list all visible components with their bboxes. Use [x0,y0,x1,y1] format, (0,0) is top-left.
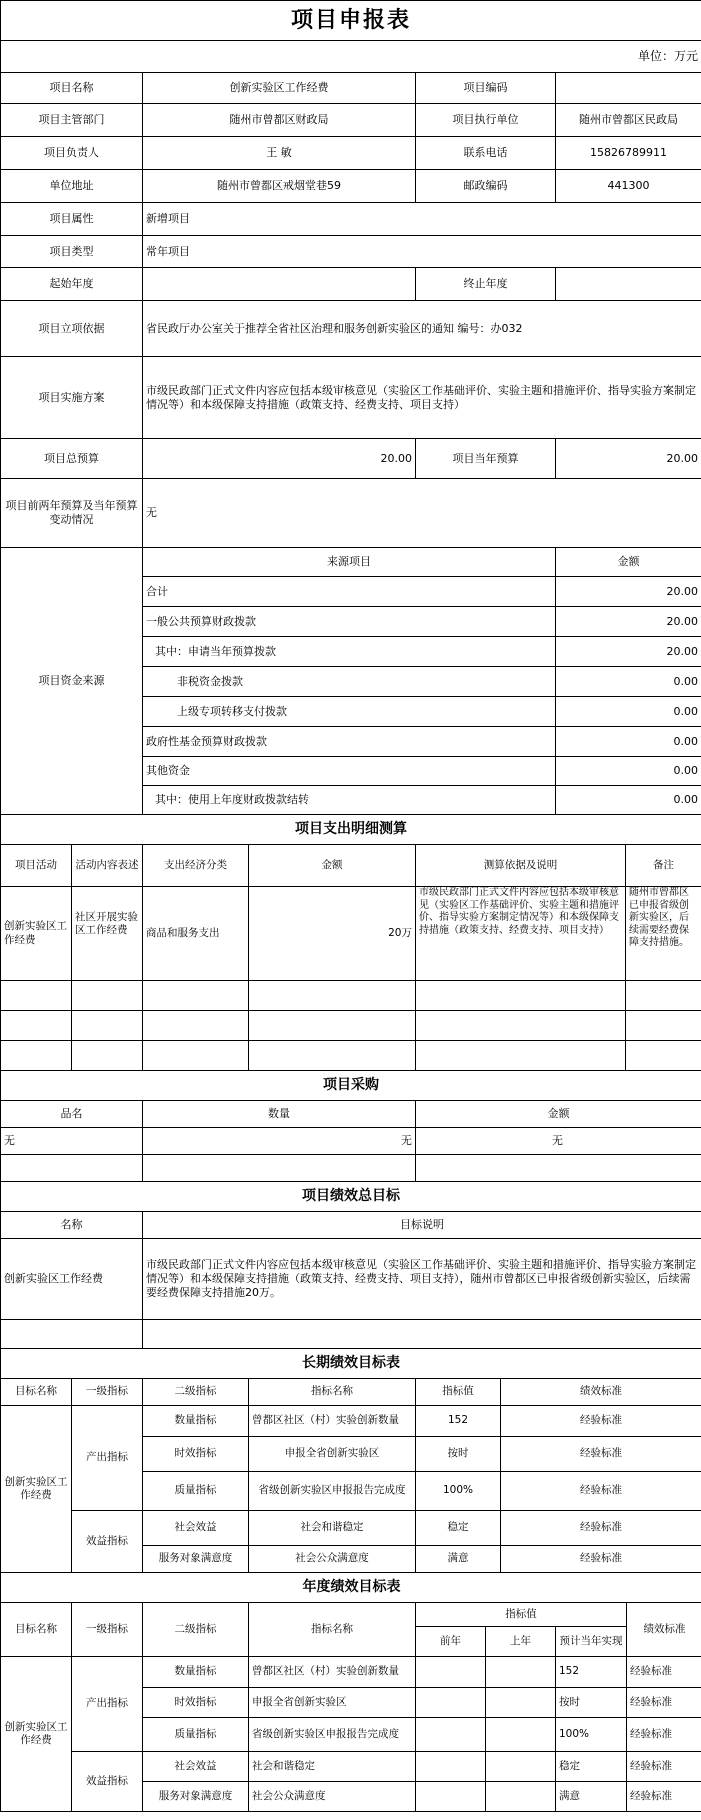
annual-expected: 100% [556,1718,627,1752]
longterm-title: 长期绩效目标表 [1,1349,701,1379]
annual-subheader: 预计当年实现 [556,1627,627,1657]
annual-title: 年度绩效目标表 [1,1573,701,1603]
perf-desc: 市级民政部门正式文件内容应包括本级审核意见（实验区工作基础评价、实验主题和措施评价、指导实验方案制定情况等）和本级保障支持措施（政策支持、经费支持、项目支持），随州市曾都区已申报省级创新实验区，后续需要经费保障支持措施20万。 [143,1239,701,1320]
fund-row-amount: 20.00 [556,607,701,637]
longterm-level2: 社会效益 [143,1511,249,1546]
empty-cell [249,981,416,1011]
longterm-value: 稳定 [416,1511,501,1546]
address-label: 单位地址 [1,170,143,203]
longterm-indicator: 社会和谐稳定 [249,1511,416,1546]
fund-row-amount: 0.00 [556,757,701,786]
purchase-table [0,1070,701,1182]
current-budget-label: 项目当年预算 [416,439,556,479]
expense-basis: 市级民政部门正式文件内容应包括本级审核意见（实验区工作基础评价、实验主题和措施评价、指导实验方案制定情况等）和本级保障支持措施（政策支持、经费支持、项目支持） [416,887,626,981]
end-year-label: 终止年度 [416,268,556,301]
purchase-item: 无 [1,1128,143,1155]
empty-cell [416,1041,626,1071]
fund-row-name: 合计 [143,577,556,607]
longterm-level2: 服务对象满意度 [143,1546,249,1573]
fund-row-name: 其他资金 [143,757,556,786]
longterm-level2: 时效指标 [143,1437,249,1472]
annual-indicator: 省级创新实验区申报报告完成度 [249,1718,416,1752]
longterm-table [0,1348,701,1573]
empty-cell [626,1011,701,1041]
type-value: 常年项目 [143,236,701,268]
annual-header: 目标名称 [1,1603,72,1657]
annual-prev1 [486,1752,556,1782]
annual-prev1 [486,1657,556,1688]
prev-budget-label: 项目前两年预算及当年预算变动情况 [1,479,143,548]
end-year-value [556,268,701,301]
fund-row-amount: 0.00 [556,786,701,815]
longterm-level2: 数量指标 [143,1406,249,1437]
annual-header: 指标值 [416,1603,627,1627]
fund-row-name: 一般公共预算财政拨款 [143,607,556,637]
longterm-header: 目标名称 [1,1379,72,1406]
longterm-level1: 产出指标 [72,1406,143,1511]
longterm-header: 指标值 [416,1379,501,1406]
form-title: 项目申报表 [1,1,701,41]
zip-label: 邮政编码 [416,170,556,203]
longterm-value: 100% [416,1472,501,1511]
phone-label: 联系电话 [416,137,556,170]
longterm-standard: 经验标准 [501,1511,701,1546]
empty-cell [143,1011,249,1041]
annual-standard: 经验标准 [627,1752,701,1782]
basis-label: 项目立项依据 [1,301,143,357]
expense-note: 随州市曾都区已申报省级创新实验区，后续需要经费保障支持措施。 [626,887,701,981]
purchase-title: 项目采购 [1,1071,701,1101]
purchase-header: 品名 [1,1101,143,1128]
type-label: 项目类型 [1,236,143,268]
attr-label: 项目属性 [1,203,143,236]
fund-col-amount: 金额 [556,548,701,577]
longterm-indicator: 省级创新实验区申报报告完成度 [249,1472,416,1511]
attr-value: 新增项目 [143,203,701,236]
perf-title: 项目绩效总目标 [1,1182,701,1212]
longterm-level2: 质量指标 [143,1472,249,1511]
total-budget-label: 项目总预算 [1,439,143,479]
annual-subheader: 上年 [486,1627,556,1657]
annual-header: 二级指标 [143,1603,249,1657]
empty-cell [143,1155,416,1182]
fund-row-name: 非税资金拨款 [143,667,556,697]
longterm-header: 二级指标 [143,1379,249,1406]
address-value: 随州市曾都区戒烟堂巷59 [143,170,416,203]
annual-expected: 按时 [556,1688,627,1718]
expense-header: 测算依据及说明 [416,845,626,887]
leader-label: 项目负责人 [1,137,143,170]
empty-cell [1,981,72,1011]
expense-content: 社区开展实验区工作经费 [72,887,143,981]
fund-row-name: 其中：申请当年预算拨款 [143,637,556,667]
expense-header: 项目活动 [1,845,72,887]
purchase-header: 数量 [143,1101,416,1128]
project-code-label: 项目编码 [416,73,556,104]
fund-row-amount: 20.00 [556,577,701,607]
current-budget-value: 20.00 [556,439,701,479]
longterm-header: 一级指标 [72,1379,143,1406]
expense-category: 商品和服务支出 [143,887,249,981]
longterm-value: 按时 [416,1437,501,1472]
empty-cell [416,1011,626,1041]
annual-indicator: 曾都区社区（村）实验创新数量 [249,1657,416,1688]
fund-row-name: 其中：使用上年度财政拨款结转 [143,786,556,815]
expense-table [0,814,701,1071]
annual-expected: 满意 [556,1782,627,1812]
annual-level2: 数量指标 [143,1657,249,1688]
annual-level2: 质量指标 [143,1718,249,1752]
annual-prev2 [416,1688,486,1718]
empty-cell [143,1320,701,1349]
annual-prev1 [486,1718,556,1752]
annual-standard: 经验标准 [627,1688,701,1718]
perf-header: 名称 [1,1212,143,1239]
project-name-value: 创新实验区工作经费 [143,73,416,104]
unit-label: 单位：万元 [1,41,701,73]
dept-value: 随州市曾都区财政局 [143,104,416,137]
perf-name: 创新实验区工作经费 [1,1239,143,1320]
start-year-label: 起始年度 [1,268,143,301]
prev-budget-value: 无 [143,479,701,548]
empty-cell [1,1155,143,1182]
annual-target: 创新实验区工作经费 [1,1657,72,1812]
longterm-indicator: 曾都区社区（村）实验创新数量 [249,1406,416,1437]
longterm-target: 创新实验区工作经费 [1,1406,72,1573]
purchase-amount: 无 [416,1128,701,1155]
leader-value: 王 敏 [143,137,416,170]
purchase-header: 金额 [416,1101,701,1128]
longterm-standard: 经验标准 [501,1546,701,1573]
annual-subheader: 前年 [416,1627,486,1657]
main-info-table [0,0,701,815]
annual-indicator: 社会和谐稳定 [249,1752,416,1782]
fund-col-source: 来源项目 [143,548,556,577]
plan-label: 项目实施方案 [1,357,143,439]
longterm-level1: 效益指标 [72,1511,143,1573]
annual-header: 一级指标 [72,1603,143,1657]
annual-prev1 [486,1782,556,1812]
empty-cell [249,1011,416,1041]
annual-header: 指标名称 [249,1603,416,1657]
empty-cell [72,1041,143,1071]
annual-level1: 效益指标 [72,1752,143,1812]
purchase-qty: 无 [143,1128,416,1155]
dept-label: 项目主管部门 [1,104,143,137]
expense-title: 项目支出明细测算 [1,815,701,845]
expense-header: 金额 [249,845,416,887]
project-code-value [556,73,701,104]
fund-row-name: 上级专项转移支付拨款 [143,697,556,727]
fund-row-name: 政府性基金预算财政拨款 [143,727,556,757]
longterm-standard: 经验标准 [501,1406,701,1437]
expense-amount: 20万 [249,887,416,981]
exec-unit-label: 项目执行单位 [416,104,556,137]
empty-cell [143,981,249,1011]
annual-table [0,1572,701,1812]
annual-indicator: 社会公众满意度 [249,1782,416,1812]
annual-header: 绩效标准 [627,1603,701,1657]
annual-expected: 稳定 [556,1752,627,1782]
annual-level2: 社会效益 [143,1752,249,1782]
annual-prev2 [416,1718,486,1752]
expense-header: 备注 [626,845,701,887]
perf-table [0,1181,701,1349]
annual-level2: 时效指标 [143,1688,249,1718]
longterm-value: 152 [416,1406,501,1437]
empty-cell [416,981,626,1011]
empty-cell [626,981,701,1011]
basis-value: 省民政厅办公室关于推荐全省社区治理和服务创新实验区的通知 编号：办032 [143,301,701,357]
perf-header: 目标说明 [143,1212,701,1239]
longterm-value: 满意 [416,1546,501,1573]
longterm-standard: 经验标准 [501,1437,701,1472]
fund-row-amount: 0.00 [556,667,701,697]
empty-cell [1,1011,72,1041]
start-year-value [143,268,416,301]
annual-level2: 服务对象满意度 [143,1782,249,1812]
plan-value: 市级民政部门正式文件内容应包括本级审核意见（实验区工作基础评价、实验主题和措施评价、指导实验方案制定情况等）和本级保障支持措施（政策支持、经费支持、项目支持） [143,357,701,439]
zip-value: 441300 [556,170,701,203]
fund-row-amount: 0.00 [556,697,701,727]
fund-row-amount: 0.00 [556,727,701,757]
empty-cell [72,981,143,1011]
expense-header: 支出经济分类 [143,845,249,887]
empty-cell [72,1011,143,1041]
empty-cell [249,1041,416,1071]
empty-cell [416,1155,701,1182]
annual-standard: 经验标准 [627,1782,701,1812]
expense-header: 活动内容表述 [72,845,143,887]
annual-expected: 152 [556,1657,627,1688]
empty-cell [143,1041,249,1071]
longterm-header: 指标名称 [249,1379,416,1406]
phone-value: 15826789911 [556,137,701,170]
longterm-indicator: 申报全省创新实验区 [249,1437,416,1472]
empty-cell [626,1041,701,1071]
longterm-header: 绩效标准 [501,1379,701,1406]
annual-prev2 [416,1752,486,1782]
annual-prev2 [416,1782,486,1812]
fund-row-amount: 20.00 [556,637,701,667]
annual-standard: 经验标准 [627,1657,701,1688]
longterm-standard: 经验标准 [501,1472,701,1511]
annual-standard: 经验标准 [627,1718,701,1752]
longterm-indicator: 社会公众满意度 [249,1546,416,1573]
empty-cell [1,1041,72,1071]
annual-prev2 [416,1657,486,1688]
expense-activity: 创新实验区工作经费 [1,887,72,981]
exec-unit-value: 随州市曾都区民政局 [556,104,701,137]
empty-cell [1,1320,143,1349]
fund-source-label: 项目资金来源 [1,548,143,815]
annual-level1: 产出指标 [72,1657,143,1752]
total-budget-value: 20.00 [143,439,416,479]
project-name-label: 项目名称 [1,73,143,104]
annual-indicator: 申报全省创新实验区 [249,1688,416,1718]
annual-prev1 [486,1688,556,1718]
